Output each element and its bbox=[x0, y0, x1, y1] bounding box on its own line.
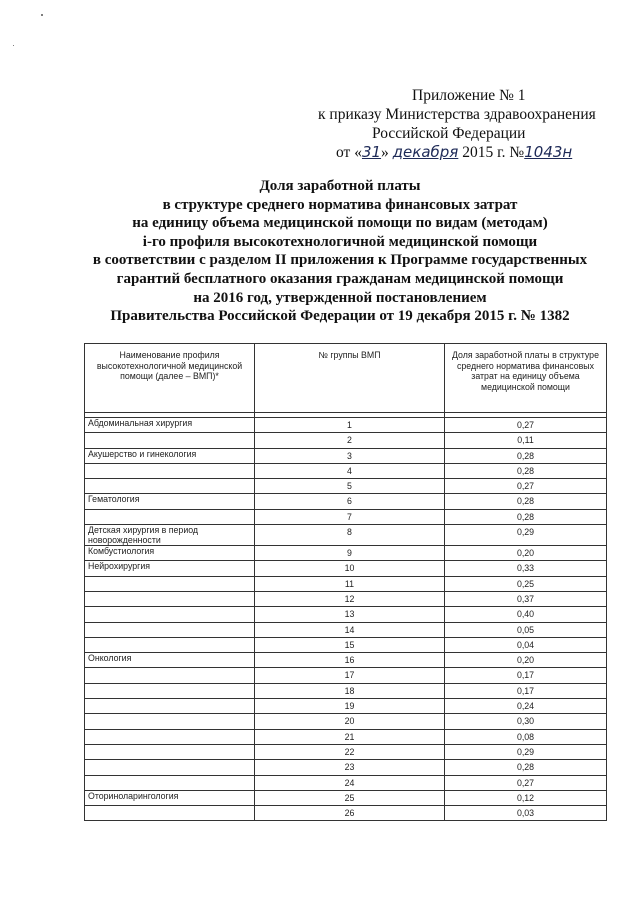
group-cell: 8 bbox=[255, 525, 445, 546]
share-cell: 0,27 bbox=[445, 418, 607, 433]
profile-cell bbox=[85, 683, 255, 698]
profile-cell: Комбустиология bbox=[85, 546, 255, 561]
table-header-row bbox=[85, 344, 607, 413]
share-cell: 0,20 bbox=[445, 546, 607, 561]
group-cell: 22 bbox=[255, 744, 445, 759]
table-row bbox=[85, 637, 607, 652]
share-cell: 0,30 bbox=[445, 714, 607, 729]
share-cell: 0,03 bbox=[445, 806, 607, 821]
table-row bbox=[85, 525, 607, 546]
profile-cell bbox=[85, 509, 255, 524]
profile-cell: Абдоминальная хирургия bbox=[85, 418, 255, 433]
date-year: 2015 г. № bbox=[462, 144, 525, 161]
header-profile: Наименование профиля высокотехнологичной медицинской помощи (далее – ВМП)* bbox=[85, 344, 255, 413]
group-cell: 12 bbox=[255, 591, 445, 606]
title-line: Правительства Российской Федерации от 19 декабря 2015 г. № 1382 bbox=[110, 308, 570, 325]
table-row bbox=[85, 463, 607, 478]
profile-cell bbox=[85, 637, 255, 652]
scan-speck bbox=[41, 14, 43, 16]
profile-cell bbox=[85, 463, 255, 478]
share-cell: 0,33 bbox=[445, 561, 607, 576]
table-row bbox=[85, 418, 607, 433]
group-cell: 25 bbox=[255, 790, 445, 805]
share-cell: 0,29 bbox=[445, 744, 607, 759]
share-cell: 0,28 bbox=[445, 448, 607, 463]
share-cell: 0,40 bbox=[445, 607, 607, 622]
table-row bbox=[85, 479, 607, 494]
group-cell: 21 bbox=[255, 729, 445, 744]
table-row bbox=[85, 509, 607, 524]
table-row bbox=[85, 714, 607, 729]
date-mid: » bbox=[381, 144, 389, 161]
table-row bbox=[85, 561, 607, 576]
table-row bbox=[85, 576, 607, 591]
profile-cell bbox=[85, 668, 255, 683]
title-line: на 2016 год, утвержденной постановлением bbox=[193, 289, 487, 306]
profile-cell: Гематология bbox=[85, 494, 255, 509]
profile-cell bbox=[85, 760, 255, 775]
share-cell: 0,17 bbox=[445, 668, 607, 683]
table-row bbox=[85, 607, 607, 622]
title-line: i-го профиля высокотехнологичной медицинской помощи bbox=[142, 233, 538, 250]
profile-cell bbox=[85, 729, 255, 744]
share-cell: 0,37 bbox=[445, 591, 607, 606]
share-cell: 0,29 bbox=[445, 525, 607, 546]
order-date-line bbox=[318, 143, 618, 162]
profile-cell bbox=[85, 806, 255, 821]
salary-share-table bbox=[84, 343, 607, 821]
group-cell: 24 bbox=[255, 775, 445, 790]
group-cell: 14 bbox=[255, 622, 445, 637]
table-row bbox=[85, 729, 607, 744]
ministry-country: Российской Федерации bbox=[372, 125, 526, 142]
profile-cell: Детская хирургия в период новорожденности bbox=[85, 525, 255, 546]
group-cell: 2 bbox=[255, 433, 445, 448]
table-row bbox=[85, 448, 607, 463]
order-number-handwritten: 1043н bbox=[524, 143, 573, 161]
table-row bbox=[85, 790, 607, 805]
table-row bbox=[85, 622, 607, 637]
share-cell: 0,12 bbox=[445, 790, 607, 805]
group-cell: 15 bbox=[255, 637, 445, 652]
share-cell: 0,28 bbox=[445, 509, 607, 524]
group-cell: 6 bbox=[255, 494, 445, 509]
group-cell: 16 bbox=[255, 653, 445, 668]
scan-speck bbox=[13, 45, 14, 46]
group-cell: 13 bbox=[255, 607, 445, 622]
table-row bbox=[85, 494, 607, 509]
share-cell: 0,05 bbox=[445, 622, 607, 637]
header-group: № группы ВМП bbox=[255, 344, 445, 413]
profile-cell bbox=[85, 744, 255, 759]
group-cell: 18 bbox=[255, 683, 445, 698]
table-row bbox=[85, 683, 607, 698]
table-row bbox=[85, 433, 607, 448]
appendix-label: Приложение № 1 bbox=[412, 87, 526, 104]
profile-cell bbox=[85, 576, 255, 591]
profile-cell bbox=[85, 591, 255, 606]
profile-cell bbox=[85, 622, 255, 637]
approval-header bbox=[318, 86, 618, 162]
date-day-handwritten: 31 bbox=[361, 143, 382, 161]
group-cell: 17 bbox=[255, 668, 445, 683]
group-cell: 20 bbox=[255, 714, 445, 729]
table-row bbox=[85, 806, 607, 821]
title-line: на единицу объема медицинской помощи по видам (методам) bbox=[132, 215, 548, 232]
group-cell: 1 bbox=[255, 418, 445, 433]
table-row bbox=[85, 546, 607, 561]
table-row bbox=[85, 760, 607, 775]
profile-cell bbox=[85, 714, 255, 729]
profile-cell bbox=[85, 479, 255, 494]
group-cell: 26 bbox=[255, 806, 445, 821]
profile-cell bbox=[85, 607, 255, 622]
table-row bbox=[85, 699, 607, 714]
share-cell: 0,08 bbox=[445, 729, 607, 744]
share-cell: 0,27 bbox=[445, 479, 607, 494]
group-cell: 5 bbox=[255, 479, 445, 494]
table-row bbox=[85, 668, 607, 683]
group-cell: 3 bbox=[255, 448, 445, 463]
header-share: Доля заработной платы в структуре среднего норматива финансовых затрат на единицу объема медицинской помощи bbox=[445, 344, 607, 413]
group-cell: 7 bbox=[255, 509, 445, 524]
document-title bbox=[70, 177, 610, 326]
table-row bbox=[85, 653, 607, 668]
profile-cell: Нейрохирургия bbox=[85, 561, 255, 576]
share-cell: 0,28 bbox=[445, 494, 607, 509]
table-row bbox=[85, 775, 607, 790]
table-row bbox=[85, 591, 607, 606]
date-prefix: от « bbox=[336, 144, 362, 161]
share-cell: 0,20 bbox=[445, 653, 607, 668]
title-line: гарантий бесплатного оказания гражданам медицинской помощи bbox=[116, 270, 564, 287]
share-cell: 0,28 bbox=[445, 463, 607, 478]
profile-cell bbox=[85, 775, 255, 790]
profile-cell bbox=[85, 699, 255, 714]
group-cell: 11 bbox=[255, 576, 445, 591]
group-cell: 9 bbox=[255, 546, 445, 561]
share-cell: 0,25 bbox=[445, 576, 607, 591]
table-row bbox=[85, 744, 607, 759]
order-reference: к приказу Министерства здравоохранения bbox=[318, 106, 596, 123]
group-cell: 10 bbox=[255, 561, 445, 576]
date-month-handwritten: декабря bbox=[392, 143, 459, 161]
share-cell: 0,11 bbox=[445, 433, 607, 448]
group-cell: 19 bbox=[255, 699, 445, 714]
title-line: Доля заработной платы bbox=[259, 178, 421, 194]
share-cell: 0,27 bbox=[445, 775, 607, 790]
profile-cell bbox=[85, 433, 255, 448]
profile-cell: Акушерство и гинекология bbox=[85, 448, 255, 463]
group-cell: 4 bbox=[255, 463, 445, 478]
group-cell: 23 bbox=[255, 760, 445, 775]
profile-cell: Онкология bbox=[85, 653, 255, 668]
profile-cell: Оториноларингология bbox=[85, 790, 255, 805]
share-cell: 0,28 bbox=[445, 760, 607, 775]
share-cell: 0,24 bbox=[445, 699, 607, 714]
share-cell: 0,04 bbox=[445, 637, 607, 652]
title-line: в структуре среднего норматива финансовых затрат bbox=[162, 196, 518, 213]
title-line: в соответствии с разделом II приложения к Программе государственных bbox=[92, 252, 588, 269]
share-cell: 0,17 bbox=[445, 683, 607, 698]
